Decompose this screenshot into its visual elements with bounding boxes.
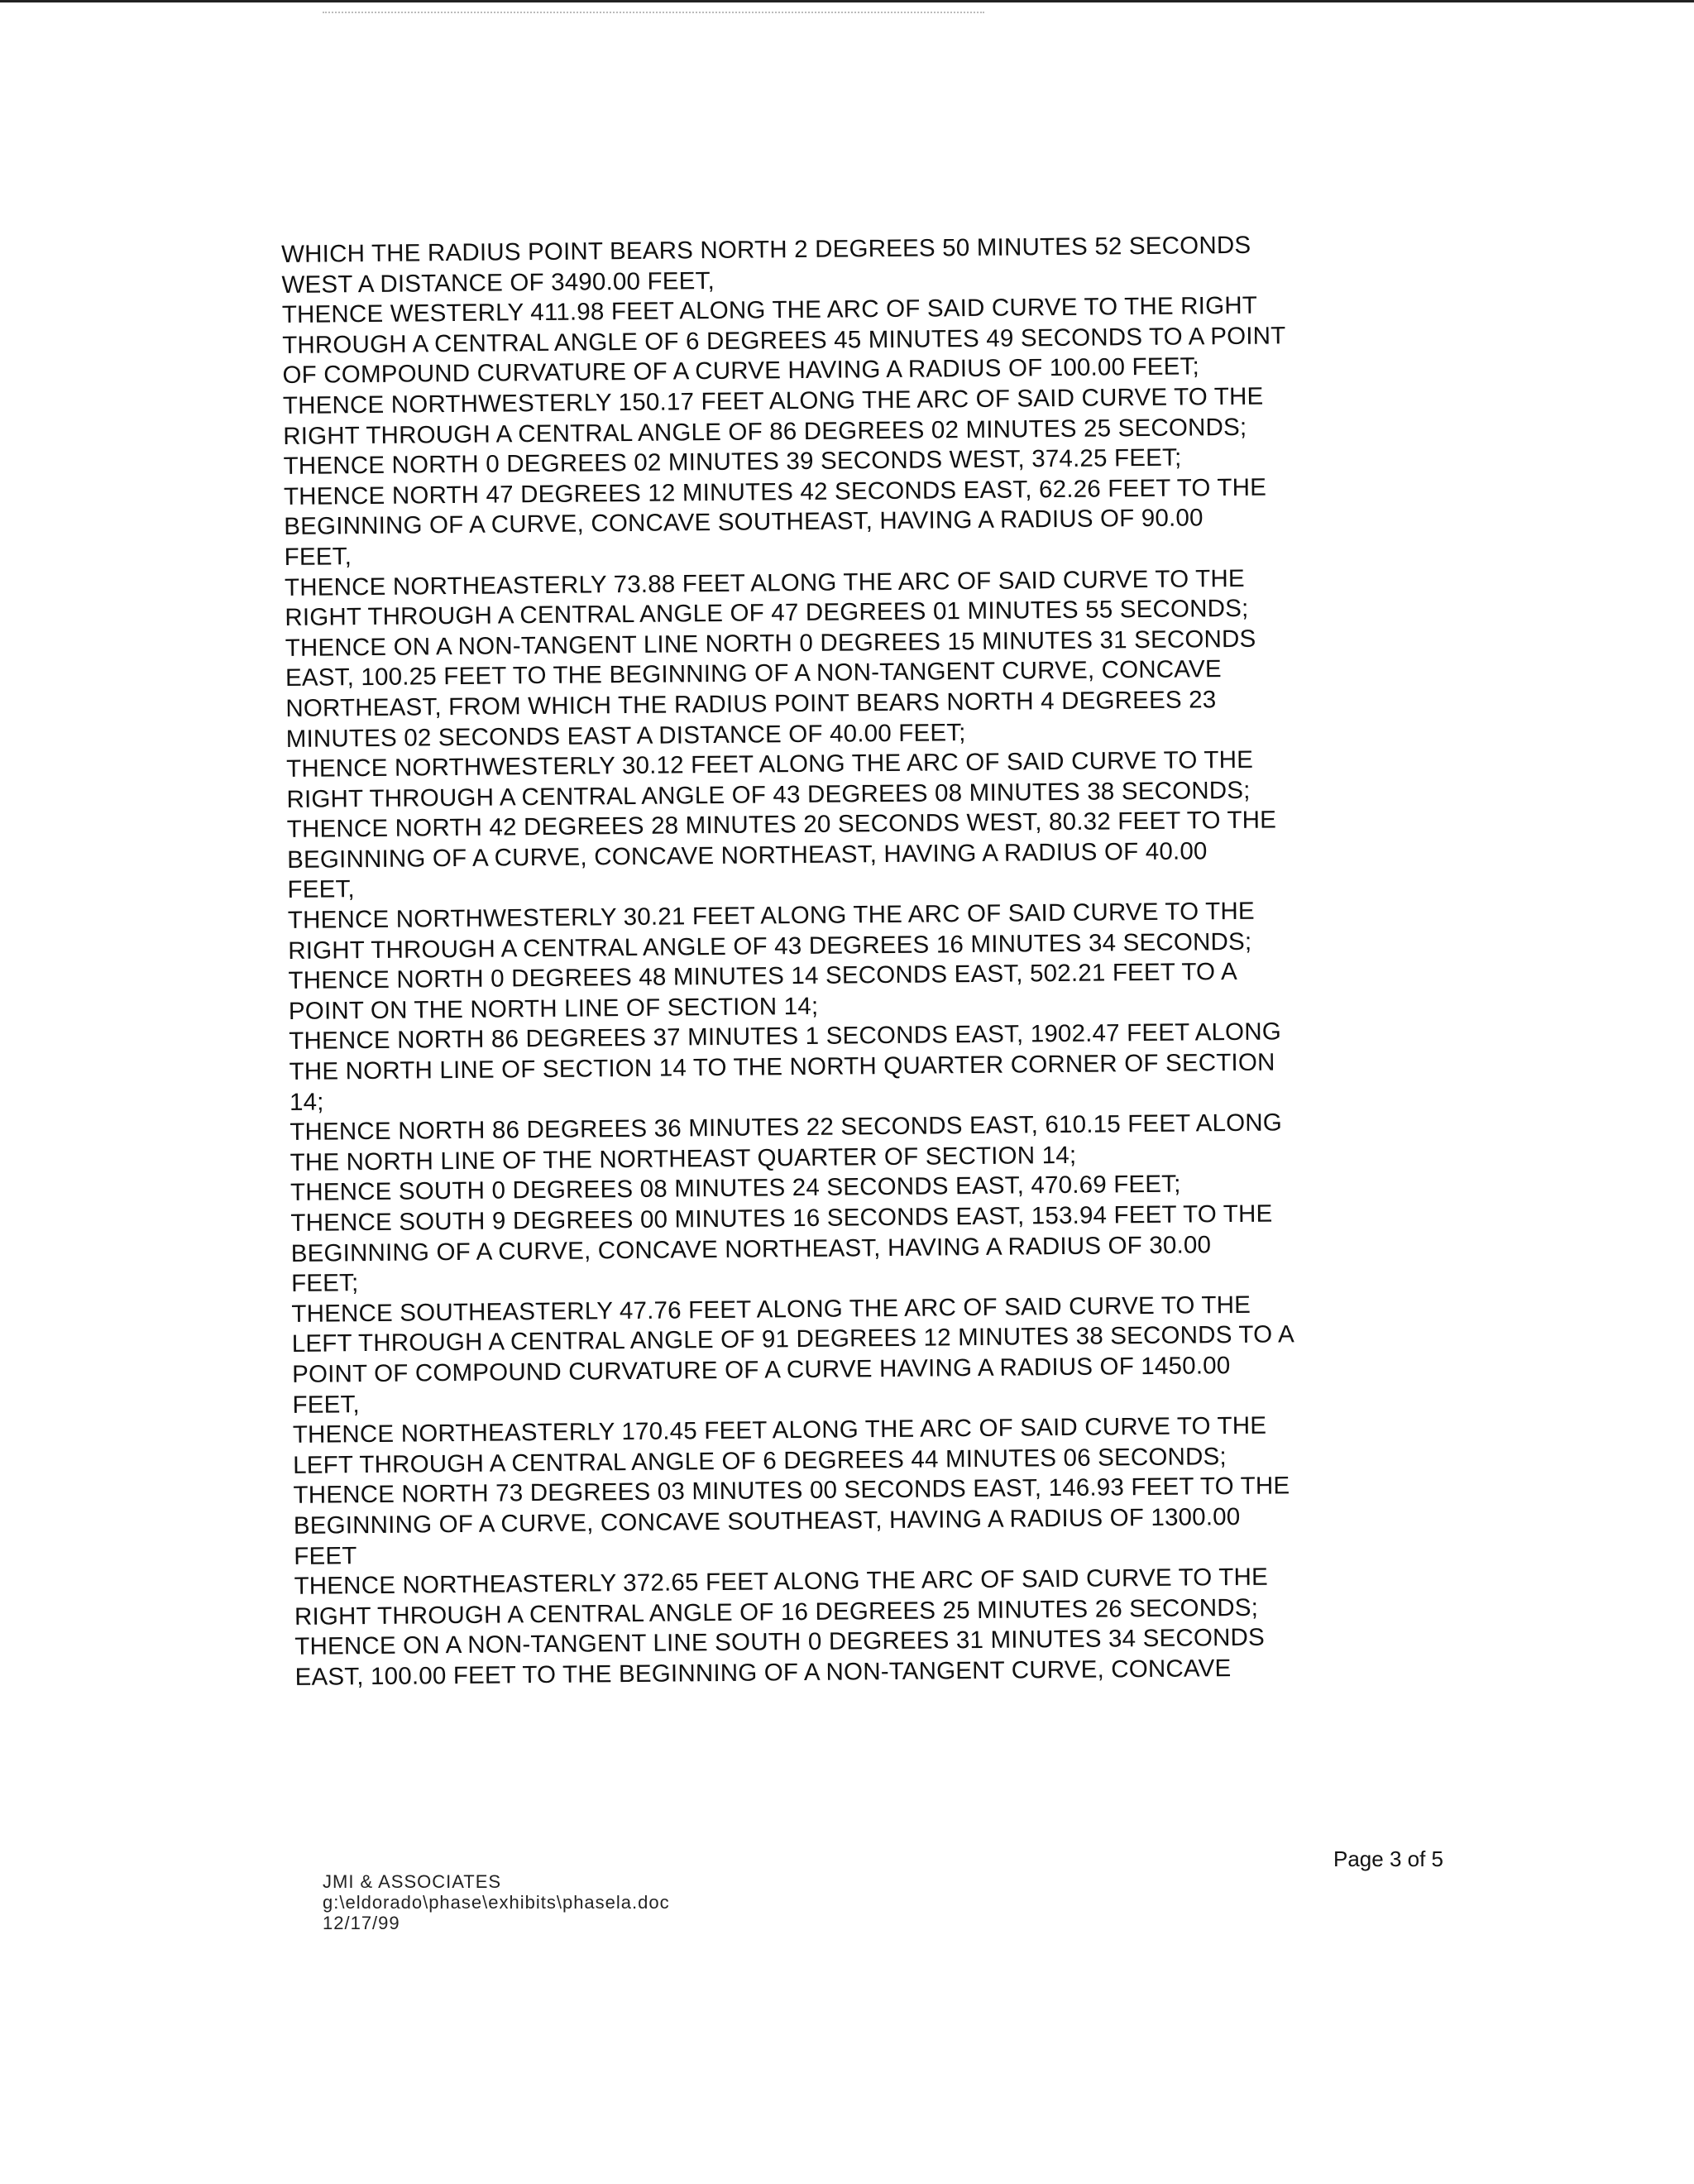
body-line: BEGINNING OF A CURVE, CONCAVE SOUTHEAST, HAVING A RADIUS OF 1300.00 bbox=[293, 1502, 1241, 1540]
body-line: THROUGH A CENTRAL ANGLE OF 6 DEGREES 45 MINUTES 49 SECONDS TO A POINT bbox=[282, 322, 1286, 359]
body-line: LEFT THROUGH A CENTRAL ANGLE OF 91 DEGREES 12 MINUTES 38 SECONDS TO A bbox=[291, 1320, 1295, 1358]
body-line: BEGINNING OF A CURVE, CONCAVE NORTHEAST, HAVING A RADIUS OF 30.00 bbox=[290, 1230, 1212, 1267]
body-line: THENCE NORTH 0 DEGREES 48 MINUTES 14 SECONDS EAST, 502.21 FEET TO A bbox=[288, 958, 1238, 995]
body-line: BEGINNING OF A CURVE, CONCAVE SOUTHEAST, HAVING A RADIUS OF 90.00 bbox=[284, 504, 1204, 541]
body-line: THENCE NORTHWESTERLY 150.17 FEET ALONG THE ARC OF SAID CURVE TO THE bbox=[282, 382, 1264, 419]
footer-file-path: g:\eldorado\phase\exhibits\phasela.doc bbox=[323, 1892, 670, 1913]
body-line: THE NORTH LINE OF THE NORTHEAST QUARTER OF SECTION 14; bbox=[290, 1141, 1077, 1176]
body-line: LEFT THROUGH A CENTRAL ANGLE OF 6 DEGREES 44 MINUTES 06 SECONDS; bbox=[293, 1442, 1227, 1479]
body-line: THENCE NORTH 47 DEGREES 12 MINUTES 42 SECONDS EAST, 62.26 FEET TO THE bbox=[283, 473, 1267, 510]
body-line: MINUTES 02 SECONDS EAST A DISTANCE OF 40.00 FEET; bbox=[285, 718, 966, 753]
body-line: FEET, bbox=[284, 543, 352, 571]
body-line: BEGINNING OF A CURVE, CONCAVE NORTHEAST, HAVING A RADIUS OF 40.00 bbox=[287, 837, 1208, 874]
body-line: THENCE NORTHWESTERLY 30.21 FEET ALONG THE ARC OF SAID CURVE TO THE bbox=[287, 897, 1255, 935]
legal-description-text bbox=[281, 229, 1453, 1693]
footer-date: 12/17/99 bbox=[323, 1913, 400, 1933]
body-line: WEST A DISTANCE OF 3490.00 FEET, bbox=[281, 266, 715, 299]
body-line: NORTHEAST, FROM WHICH THE RADIUS POINT BEARS NORTH 4 DEGREES 23 bbox=[285, 686, 1217, 722]
body-line: RIGHT THROUGH A CENTRAL ANGLE OF 43 DEGREES 16 MINUTES 34 SECONDS; bbox=[288, 927, 1252, 965]
body-line: THENCE NORTHEASTERLY 73.88 FEET ALONG THE ARC OF SAID CURVE TO THE bbox=[284, 564, 1245, 601]
body-line: RIGHT THROUGH A CENTRAL ANGLE OF 86 DEGREES 02 MINUTES 25 SECONDS; bbox=[283, 413, 1247, 450]
scan-noise bbox=[323, 12, 984, 18]
body-line: THENCE NORTH 86 DEGREES 37 MINUTES 1 SECONDS EAST, 1902.47 FEET ALONG bbox=[289, 1018, 1282, 1056]
body-line: THENCE NORTHEASTERLY 372.65 FEET ALONG THE ARC OF SAID CURVE TO THE bbox=[294, 1563, 1269, 1601]
body-line: THENCE WESTERLY 411.98 FEET ALONG THE ARC OF SAID CURVE TO THE RIGHT bbox=[281, 291, 1258, 329]
document-footer bbox=[323, 1871, 670, 1933]
scan-top-edge bbox=[0, 0, 1694, 2]
body-line: FEET, bbox=[287, 875, 356, 904]
body-line: FEET bbox=[294, 1541, 357, 1570]
body-line: THENCE SOUTH 9 DEGREES 00 MINUTES 16 SECONDS EAST, 153.94 FEET TO THE bbox=[290, 1200, 1273, 1237]
body-line: RIGHT THROUGH A CENTRAL ANGLE OF 43 DEGREES 08 MINUTES 38 SECONDS; bbox=[286, 776, 1251, 813]
body-line: RIGHT THROUGH A CENTRAL ANGLE OF 47 DEGREES 01 MINUTES 55 SECONDS; bbox=[285, 594, 1249, 632]
body-line: THENCE SOUTH 0 DEGREES 08 MINUTES 24 SECONDS EAST, 470.69 FEET; bbox=[290, 1171, 1181, 1207]
body-line: THENCE SOUTHEASTERLY 47.76 FEET ALONG THE ARC OF SAID CURVE TO THE bbox=[291, 1291, 1251, 1328]
body-line: THENCE NORTH 86 DEGREES 36 MINUTES 22 SECONDS EAST, 610.15 FEET ALONG bbox=[290, 1109, 1283, 1147]
body-line: EAST, 100.25 FEET TO THE BEGINNING OF A NON-TANGENT CURVE, CONCAVE bbox=[285, 655, 1222, 692]
body-line: THENCE ON A NON-TANGENT LINE NORTH 0 DEGREES 15 MINUTES 31 SECONDS bbox=[285, 625, 1256, 662]
body-line: OF COMPOUND CURVATURE OF A CURVE HAVING A RADIUS OF 100.00 FEET; bbox=[282, 352, 1200, 390]
body-line: FEET, bbox=[292, 1390, 360, 1419]
body-line: POINT ON THE NORTH LINE OF SECTION 14; bbox=[288, 992, 819, 1025]
page-number: Page 3 of 5 bbox=[1333, 1846, 1443, 1871]
body-line: WHICH THE RADIUS POINT BEARS NORTH 2 DEGREES 50 MINUTES 52 SECONDS bbox=[281, 231, 1251, 268]
body-line: FEET; bbox=[290, 1269, 359, 1298]
body-line: THENCE NORTH 42 DEGREES 28 MINUTES 20 SECONDS WEST, 80.32 FEET TO THE bbox=[286, 806, 1277, 844]
body-line: THENCE NORTHEASTERLY 170.45 FEET ALONG THE ARC OF SAID CURVE TO THE bbox=[292, 1411, 1267, 1449]
body-line: THENCE NORTH 73 DEGREES 03 MINUTES 00 SECONDS EAST, 146.93 FEET TO THE bbox=[293, 1472, 1290, 1510]
footer-company: JMI & ASSOCIATES bbox=[323, 1871, 502, 1892]
body-line: 14; bbox=[289, 1088, 324, 1116]
body-line: EAST, 100.00 FEET TO THE BEGINNING OF A NON-TANGENT CURVE, CONCAVE bbox=[294, 1654, 1232, 1691]
body-line: RIGHT THROUGH A CENTRAL ANGLE OF 16 DEGREES 25 MINUTES 26 SECONDS; bbox=[294, 1593, 1259, 1631]
body-line: THE NORTH LINE OF SECTION 14 TO THE NORTH QUARTER CORNER OF SECTION bbox=[289, 1048, 1275, 1085]
body-line: THENCE NORTH 0 DEGREES 02 MINUTES 39 SECONDS WEST, 374.25 FEET; bbox=[283, 443, 1182, 481]
body-line: POINT OF COMPOUND CURVATURE OF A CURVE HAVING A RADIUS OF 1450.00 bbox=[292, 1352, 1231, 1388]
body-line: THENCE ON A NON-TANGENT LINE SOUTH 0 DEGREES 31 MINUTES 34 SECONDS bbox=[294, 1623, 1266, 1661]
body-line: THENCE NORTHWESTERLY 30.12 FEET ALONG THE ARC OF SAID CURVE TO THE bbox=[285, 745, 1254, 783]
